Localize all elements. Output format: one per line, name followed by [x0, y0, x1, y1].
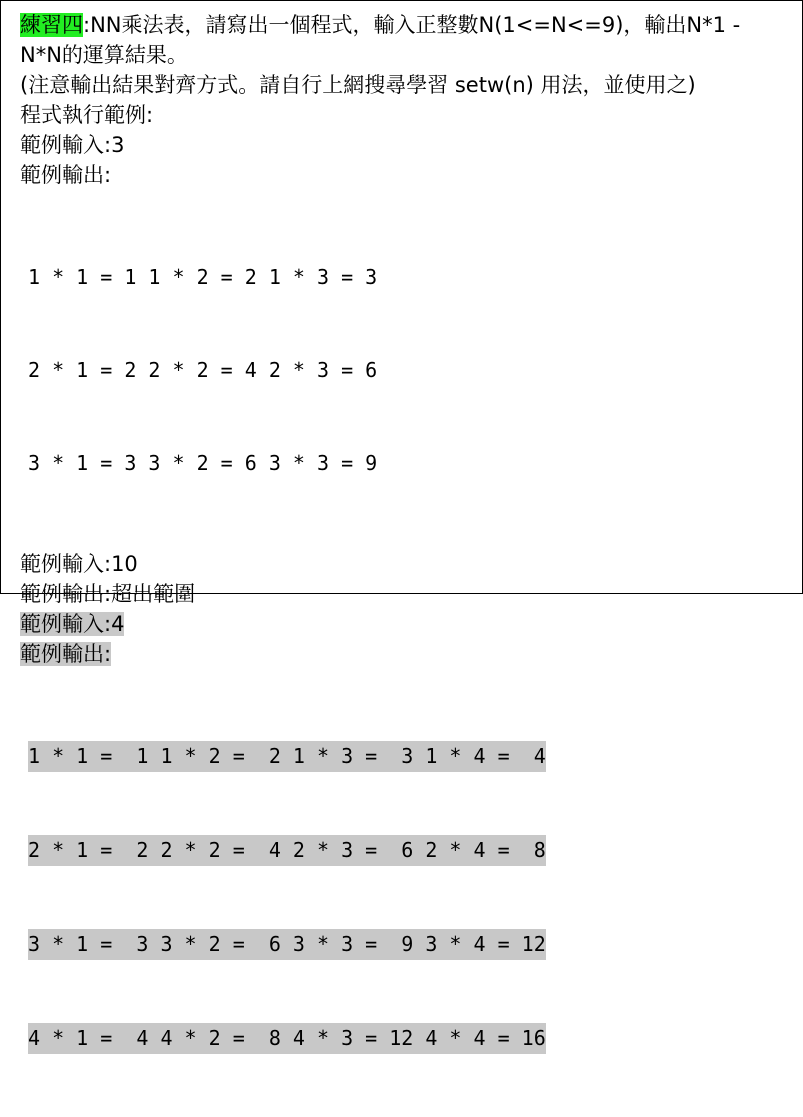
- run-example-heading: 程式執行範例:: [20, 103, 154, 127]
- example3-output-line: 4 * 1 = 4 4 * 2 = 8 4 * 3 = 12 4 * 4 = 16: [28, 1023, 546, 1055]
- example1-output-line: 3 * 1 = 3 3 * 2 = 6 3 * 3 = 9: [28, 451, 378, 475]
- example2-output: 範例輸出:超出範圍: [20, 582, 196, 606]
- example3-output-label-line: [20, 639, 790, 669]
- example1-output-line: 2 * 1 = 2 2 * 2 = 4 2 * 3 = 6: [28, 358, 378, 382]
- document-content: [20, 10, 790, 1117]
- example1-output-line: 1 * 1 = 1 1 * 2 = 2 1 * 3 = 3: [28, 265, 378, 289]
- exercise-note: (注意輸出結果對齊方式。請自行上網搜尋學習 setw(n) 用法，並使用之): [20, 73, 696, 97]
- example3-input: 範例輸入:4: [20, 612, 125, 636]
- exercise-tag: 練習四: [20, 13, 83, 37]
- example3-output-label: 範例輸出:: [20, 642, 112, 666]
- example3-input-line: [20, 609, 790, 639]
- example3-output-line: 2 * 1 = 2 2 * 2 = 4 2 * 3 = 6 2 * 4 = 8: [28, 835, 546, 867]
- exercise-title: :NN乘法表，請寫出一個程式，輸入正整數N(1<=N<=9)，輸出N*1 -: [83, 13, 741, 37]
- example3-output-line: 1 * 1 = 1 1 * 2 = 2 1 * 3 = 3 1 * 4 = 4: [28, 741, 546, 773]
- example1-input: 範例輸入:3: [20, 133, 125, 157]
- example1-output-block: [28, 200, 790, 541]
- example2-input: 範例輸入:10: [20, 552, 138, 576]
- example3-output-block: [28, 679, 546, 1117]
- exercise-title-line2: N*N的運算結果。: [20, 43, 188, 67]
- example1-output-label: 範例輸出:: [20, 163, 112, 187]
- exercise-title-line: [20, 10, 790, 40]
- example3-output-line: 3 * 1 = 3 3 * 2 = 6 3 * 3 = 9 3 * 4 = 12: [28, 929, 546, 961]
